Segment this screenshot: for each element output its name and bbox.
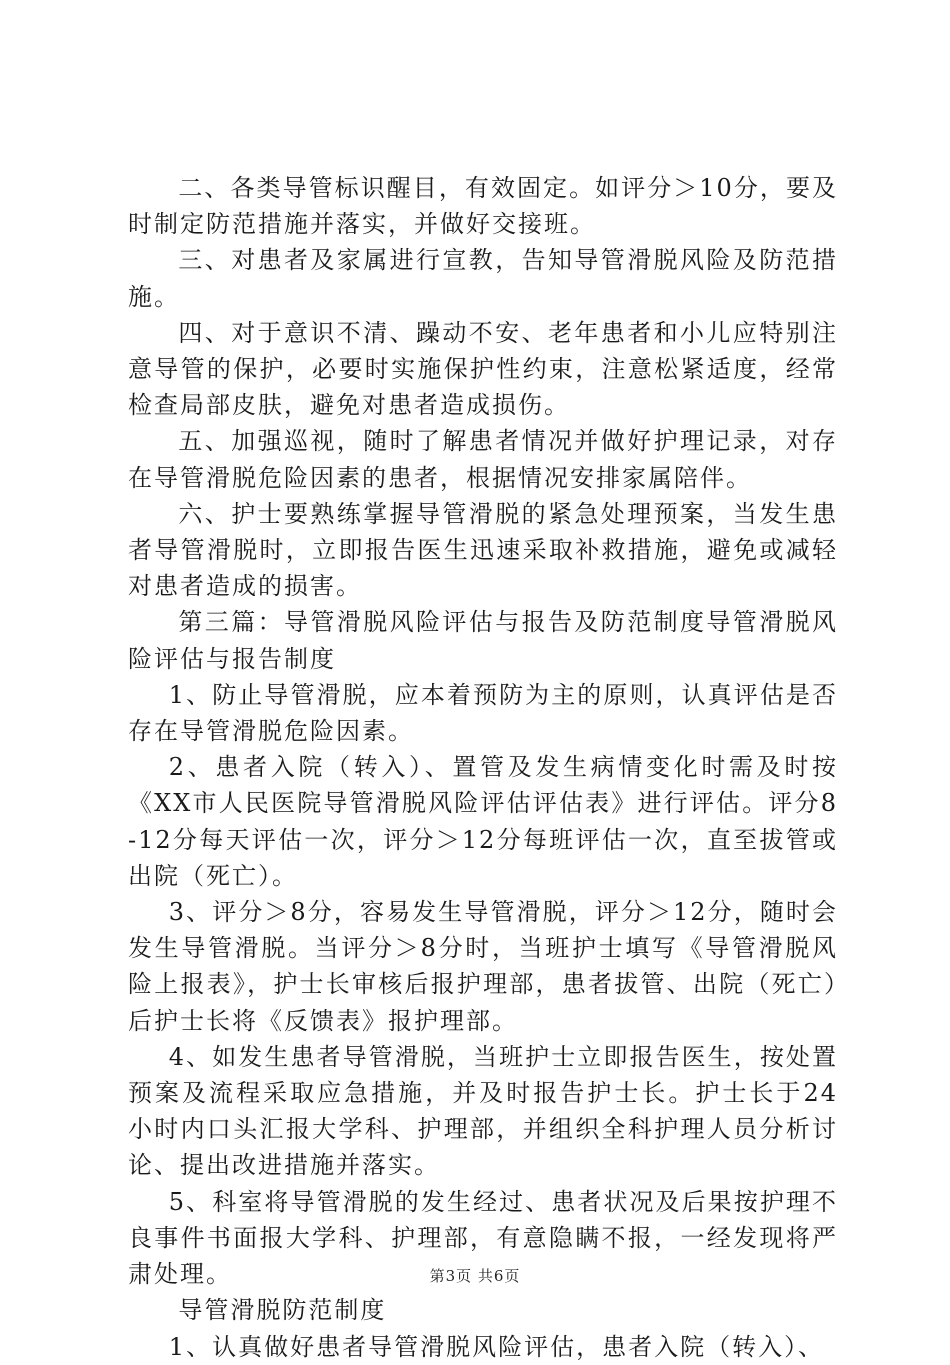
item-1-prevention: 1、防止导管滑脱，应本着预防为主的原则，认真评估是否存在导管滑脱危险因素。 [128, 680, 838, 746]
item-3-score-report: 3、评分＞8分，容易发生导管滑脱，评分＞12分，随时会发生导管滑脱。当评分＞8分时，当班护士填写《导管滑脱风险上报表》，护士长审核后报护理部，患者拔管、出院（死亡）后护士长将《反馈表》报护理部。 [128, 898, 838, 1035]
page-number-footer: 第3页 共6页 [429, 1267, 521, 1285]
paragraph-2-catheter-marking: 二、各类导管标识醒目，有效固定。如评分＞10分，要及时制定防范措施并落实，并做好交接班。 [128, 174, 838, 239]
item-4-incident-handling: 4、如发生患者导管滑脱，当班护士立即报告医生，按处置预案及流程采取应急措施，并及时报告护士长。护士长于24小时内口头汇报大学科、护理部，并组织全科护理人员分析讨论、提出改进措施并落实。 [128, 1042, 838, 1180]
item-5-department-report: 5、科室将导管滑脱的发生经过、患者状况及后果按护理不良事件书面报大学科、护理部，有意隐瞒不报，一经发现将严肃处理。 [128, 1187, 838, 1289]
paragraph-3-patient-education: 三、对患者及家属进行宣教，告知导管滑脱风险及防范措施。 [128, 246, 838, 311]
item-2-assessment: 2、患者入院（转入）、置管及发生病情变化时需及时按《XX市人民医院导管滑脱风险评估评估表》进行评估。评分8-12分每天评估一次，评分＞12分每班评估一次，直至拔管或出院（死亡）。 [128, 753, 838, 890]
section-heading-part-three: 第三篇：导管滑脱风险评估与报告及防范制度导管滑脱风险评估与报告制度 [128, 608, 838, 673]
paragraph-5-patrol: 五、加强巡视，随时了解患者情况并做好护理记录，对存在导管滑脱危险因素的患者，根据情况安排家属陪伴。 [128, 427, 838, 492]
policy-item-1: 1、认真做好患者导管滑脱风险评估，患者入院（转入）、 [168, 1332, 825, 1361]
paragraph-6-emergency-plan: 六、护士要熟练掌握导管滑脱的紧急处理预案，当发生患者导管滑脱时，立即报告医生迅速采取补救措施，避免或减轻对患者造成的损害。 [128, 499, 838, 601]
document-body [128, 170, 838, 1365]
subheading-prevention-policy: 导管滑脱防范制度 [178, 1296, 387, 1325]
paragraph-4-protection: 四、对于意识不清、躁动不安、老年患者和小儿应特别注意导管的保护，必要时实施保护性约束，注意松紧适度，经常检查局部皮肤，避免对患者造成损伤。 [128, 318, 838, 420]
